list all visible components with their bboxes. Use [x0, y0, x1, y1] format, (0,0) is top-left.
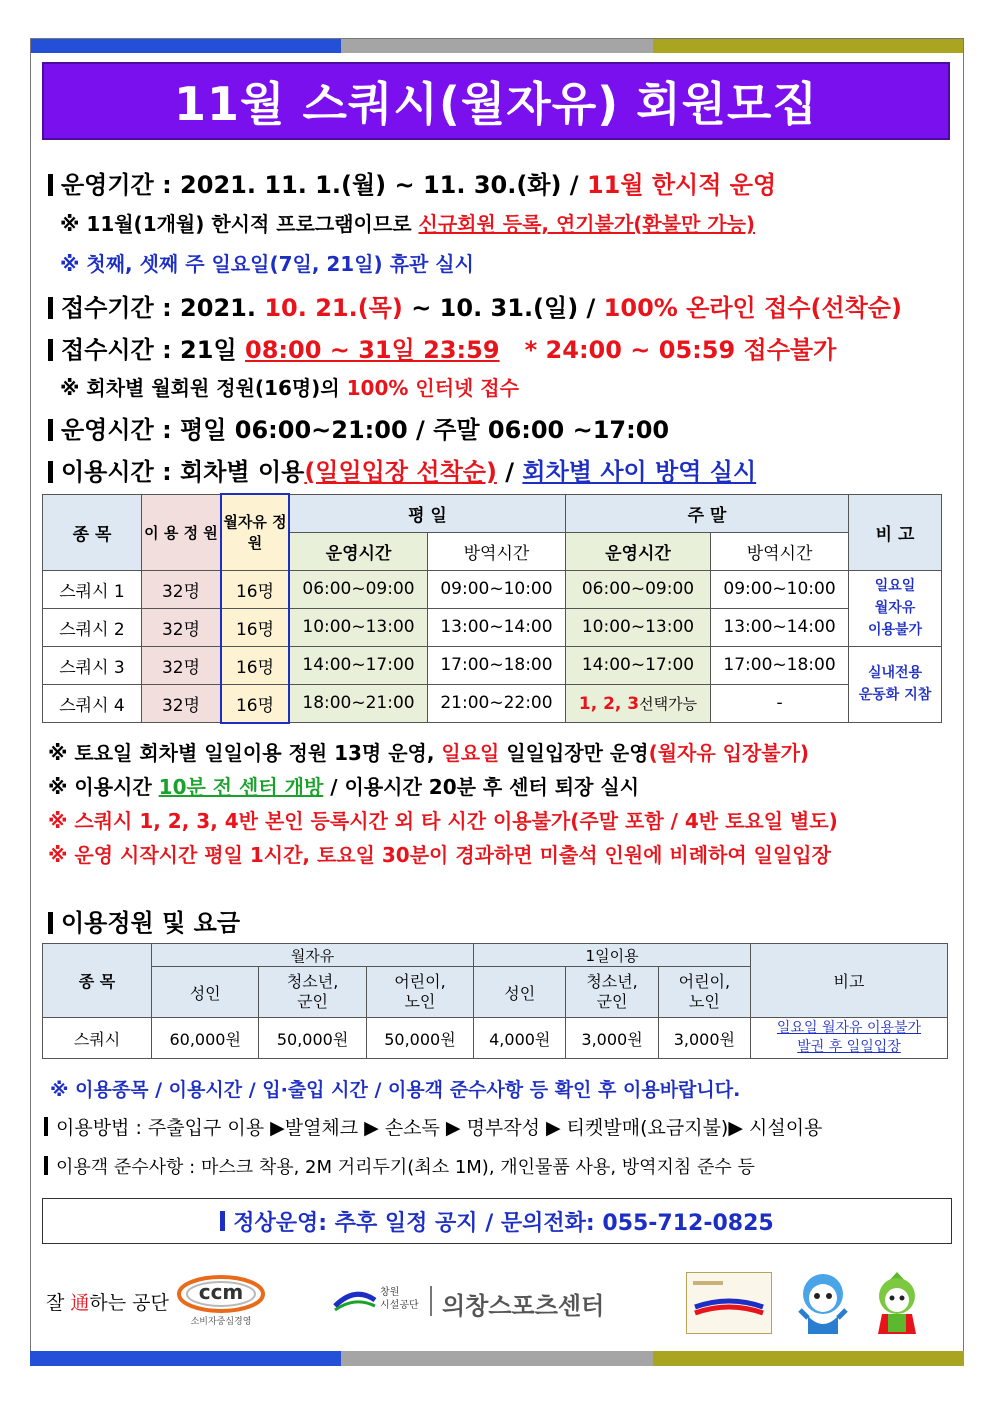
check-notice: ※ 이용종목 / 이용시간 / 입·출입 시간 / 이용객 준수사항 등 확인 후 이용바랍니다. — [50, 1079, 741, 1101]
ccm-logo: ccm 소비자중심경영 — [176, 1274, 266, 1330]
note-shoes: 실내전용 운동화 지참 — [849, 646, 942, 723]
page-title: 11월 스쿼시(월자유) 회원모집 — [42, 62, 950, 140]
rule-no-show: ※ 운영 시작시간 평일 1시간, 토요일 30분이 경과하면 미출석 인원에 비례하여 일일입장 — [48, 843, 831, 867]
table-row: 스쿼시 1 32명 16명 06:00~09:00 09:00~10:00 06:00~09:00 09:00~10:00 일요일 월자유 이용불가 — [43, 570, 942, 608]
table-row: 스쿼시 2 32명 16명 10:00~13:00 13:00~14:00 10:00~13:00 13:00~14:00 — [43, 608, 942, 646]
user-rules: 이용객 준수사항 : 마스크 착용, 2M 거리두기(최소 1M), 개인물품 사용, 방역지침 준수 등 — [44, 1153, 755, 1179]
table-row: 스쿼시 4 32명 16명 18:00~21:00 21:00~22:00 1, 2, 3선택가능 - — [43, 684, 942, 723]
operation-period: 운영기간 : 2021. 11. 1.(월) ~ 11. 30.(화) / 11월 한시적 운영 — [48, 165, 776, 200]
operating-hours: 운영시간 : 평일 06:00~21:00 / 주말 06:00 ~17:00 — [48, 410, 669, 445]
rule-open-close: ※ 이용시간 10분 전 센터 개방 / 이용시간 20분 후 센터 퇴장 실시 — [48, 775, 640, 799]
notice-internet: ※ 회차별 월회원 정원(16명)의 100% 인터넷 접수 — [60, 376, 519, 400]
fee-table: 종 목 월자유 1일이용 비고 성인 청소년, 군인 어린이, 노인 성인 청소년, 군인 어린이, 노인 스쿼시 60,000원 50,000원 50,000원 4,000원 3,000원 3,000원 일요일 월자유 이용불가 발권 후 일일입장 — [42, 943, 948, 1059]
schedule-table: 종 목 이 용 정 원 월자유 정원 평 일 주 말 비 고 운영시간 방역시간 운영시간 방역시간 스쿼시 1 32명 16명 06:00~09:00 09:00~10:00 06:00~09:00 09:00~10:00 일요일 월자유 이용불가 스쿼시 2 32명 16명 10:00~13:00 13:00~14:00 10:00~13:00 13:00~14:00 스쿼시 3 32명 16명 14:00~17:00 17:00~18:00 14:00~17:00 17:00~18:00 실내전용 운동화 지참 스쿼시 4 32명 16명 18:00~21:00 21:00~22:00 1, 2, 3선택가능 - — [42, 493, 942, 724]
table-row: 스쿼시 3 32명 16명 14:00~17:00 17:00~18:00 14:00~17:00 17:00~18:00 실내전용 운동화 지참 — [43, 646, 942, 684]
bullet-bar — [48, 174, 53, 196]
table-row: 스쿼시 60,000원 50,000원 50,000원 4,000원 3,000원 3,000원 일요일 월자유 이용불가 발권 후 일일입장 — [43, 1018, 948, 1059]
usage-method: 이용방법 : 주출입구 이용 ▶발열체크 ▶ 손소독 ▶ 명부작성 ▶ 티켓발매(요금지불)▶ 시설이용 — [44, 1113, 822, 1140]
fees-heading: 이용정원 및 요금 — [48, 903, 240, 938]
contact-notice: 정상운영: 추후 일정 공지 / 문의전화: 055-712-0825 — [42, 1198, 952, 1244]
registration-period: 접수기간 : 2021. 10. 21.(목) ~ 10. 31.(일) / 100% 온라인 접수(선착순) — [48, 288, 902, 323]
rule-class-time: ※ 스쿼시 1, 2, 3, 4반 본인 등록시간 외 타 시간 이용불가(주말 포함 / 4반 토요일 별도) — [48, 809, 838, 833]
notice-new-members: ※ 11월(1개월) 한시적 프로그램이므로 신규회원 등록, 연기불가(환불만 가능) — [60, 212, 756, 236]
certification-badge — [686, 1272, 772, 1334]
bottom-color-stripe — [30, 1351, 964, 1366]
usage-time: 이용시간 : 회차별 이용(일일입장 선착순) / 회차별 사이 방역 실시 — [48, 452, 756, 487]
footer-logos — [30, 1262, 964, 1342]
rule-saturday: ※ 토요일 회차별 일일이용 정원 13명 운영, 일요일 일일입장만 운영(월자유 입장불가) — [48, 741, 810, 765]
notice-closure: ※ 첫째, 셋째 주 일요일(7일, 21일) 휴관 실시 — [60, 252, 474, 276]
registration-time: 접수시간 : 21일 08:00 ~ 31일 23:59 * 24:00 ~ 05:59 접수불가 — [48, 330, 836, 365]
slogan: 잘 通하는 공단 — [46, 1292, 169, 1314]
mascot-blue — [790, 1270, 856, 1338]
mascot-green — [862, 1270, 932, 1338]
note-sunday: 일요일 월자유 이용불가 — [849, 570, 942, 646]
changwon-logo: 창원 시설공단 의창스포츠센터 — [330, 1284, 650, 1324]
